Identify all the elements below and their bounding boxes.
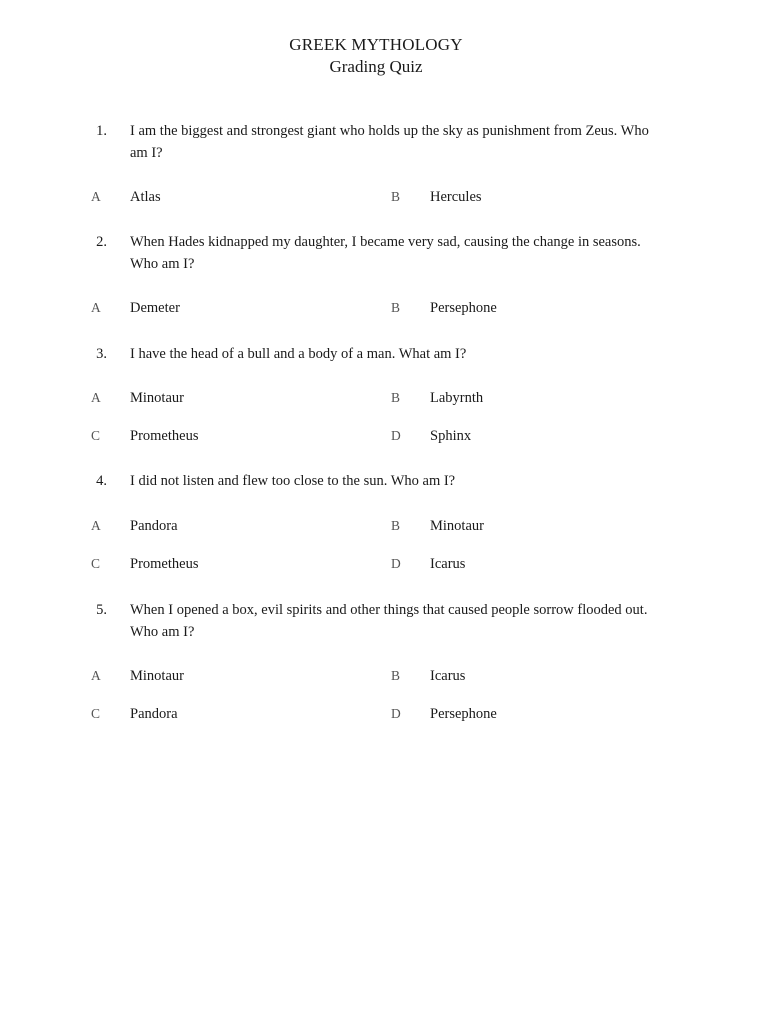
question-text: I am the biggest and strongest giant who holds up the sky as punishment from Zeus. Who am I? [130,123,649,161]
option-letter: B [391,189,401,204]
option-letter: C [91,706,101,721]
option-text: Prometheus [130,556,199,572]
option-text: Hercules [430,189,482,205]
option-text: Minotaur [130,668,184,684]
question-text: I did not listen and flew too close to the sun. Who am I? [130,473,456,489]
question-number: 3. [96,346,107,362]
question-number: 1. [96,123,107,139]
option-letter: A [91,518,101,533]
option-text: Atlas [130,189,161,205]
option-letter: A [91,390,101,405]
quiz-header [0,34,768,78]
option-text: Prometheus [130,428,199,444]
option-text: Minotaur [130,390,184,406]
option-text: Icarus [430,556,466,572]
question-text: When Hades kidnapped my daughter, I became very sad, causing the change in seasons. Who am I? [130,234,641,272]
option-text: Persephone [430,706,497,722]
option-text: Pandora [130,706,178,722]
option-text: Labyrnth [430,390,484,406]
page-title: GREEK MYTHOLOGY [289,35,463,54]
option-letter: A [91,300,101,315]
option-text: Persephone [430,300,497,316]
option-letter: B [391,518,401,533]
option-text: Pandora [130,518,178,534]
option-text: Minotaur [430,518,484,534]
option-letter: A [91,189,101,204]
option-letter: D [391,556,401,571]
page-subtitle: Grading Quiz [329,57,423,76]
option-letter: D [391,706,401,721]
option-letter: C [91,556,101,571]
question-number: 2. [96,234,107,250]
option-text: Demeter [130,300,180,316]
option-letter: A [91,668,101,683]
question-text: I have the head of a bull and a body of a man. What am I? [130,346,467,362]
option-letter: B [391,390,401,405]
option-text: Sphinx [430,428,472,444]
option-letter: B [391,668,401,683]
question-number: 5. [96,602,107,618]
option-letter: C [91,428,101,443]
question-number: 4. [96,473,107,489]
question-text: When I opened a box, evil spirits and other things that caused people sorrow flooded out. Who am I? [130,602,648,640]
option-letter: B [391,300,401,315]
option-letter: D [391,428,401,443]
option-text: Icarus [430,668,466,684]
